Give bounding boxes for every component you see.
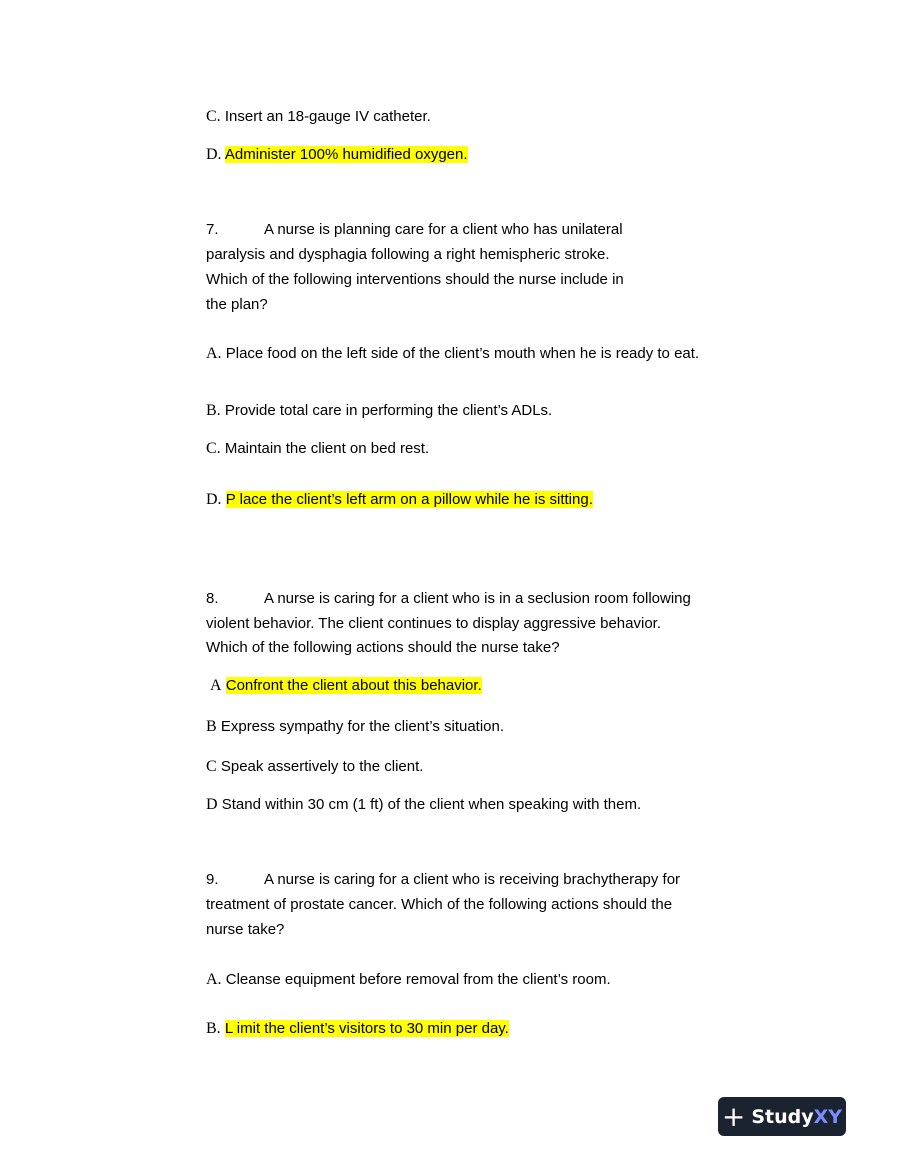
q9-option-a (206, 970, 611, 990)
q8-stem-line-2: violent behavior. The client continues to display aggressive behavior. (206, 615, 662, 632)
q7-option-c (206, 439, 429, 459)
option-letter: A. (206, 971, 222, 988)
q9-stem-line-1 (206, 870, 680, 890)
q7-stem-line-1 (206, 220, 623, 240)
q8-stem-line-1 (206, 589, 691, 609)
highlighted-answer: Administer 100% humidified oxygen. (224, 146, 468, 163)
q6-option-c (206, 107, 431, 127)
q8-stem-line-3: Which of the following actions should the nurse take? (206, 639, 560, 656)
highlighted-answer: L imit the client’s visitors to 30 min per day. (224, 1020, 509, 1037)
option-letter: C. (206, 440, 221, 457)
q7-stem-line-2: paralysis and dysphagia following a right hemispheric stroke. (206, 246, 610, 263)
question-number: 9. (206, 871, 219, 888)
q7-option-a (206, 344, 699, 364)
q9-stem-line-2: treatment of prostate cancer. Which of the following actions should the (206, 896, 673, 913)
q8-option-c (206, 757, 423, 777)
studyxy-logo (718, 1097, 846, 1136)
option-letter: A. (206, 345, 222, 362)
option-letter: D. (206, 491, 222, 508)
option-letter: C (206, 758, 217, 775)
q9-option-b (206, 1019, 509, 1039)
option-letter: A (210, 677, 222, 694)
option-letter: D (206, 796, 218, 813)
plus-icon: + (721, 1099, 746, 1133)
q7-stem-line-4: the plan? (206, 296, 268, 313)
option-letter: B. (206, 402, 221, 419)
highlighted-answer: Confront the client about this behavior. (225, 677, 482, 694)
highlighted-answer: P lace the client’s left arm on a pillow while he is sitting. (225, 491, 593, 508)
stem-text: A nurse is caring for a client who is receiving brachytherapy for (264, 871, 681, 888)
question-number: 7. (206, 221, 219, 238)
option-text: Speak assertively to the client. (220, 758, 424, 775)
option-text: Insert an 18-gauge IV catheter. (224, 108, 431, 125)
option-letter: D. (206, 146, 222, 163)
option-text: Place food on the left side of the client’s mouth when he is ready to eat. (225, 345, 700, 362)
option-text: Express sympathy for the client’s situation. (220, 718, 505, 735)
q8-option-d (206, 795, 641, 815)
q9-stem-line-3: nurse take? (206, 921, 285, 938)
option-text: Stand within 30 cm (1 ft) of the client when speaking with them. (221, 796, 642, 813)
stem-text: A nurse is caring for a client who is in a seclusion room following (264, 590, 691, 607)
option-text: Cleanse equipment before removal from the client’s room. (225, 971, 611, 988)
q8-option-b (206, 717, 504, 737)
option-text: Maintain the client on bed rest. (224, 440, 430, 457)
option-text: Provide total care in performing the client’s ADLs. (224, 402, 553, 419)
option-letter: B. (206, 1020, 221, 1037)
q7-option-d (206, 490, 593, 510)
q7-stem-line-3: Which of the following interventions should the nurse include in (206, 271, 624, 288)
logo-brand-accent: XY (813, 1105, 843, 1128)
q8-option-a (210, 676, 482, 696)
option-letter: C. (206, 108, 221, 125)
option-letter: B (206, 718, 217, 735)
logo-brand-main: Study (751, 1105, 814, 1128)
q6-option-d (206, 145, 468, 165)
question-number: 8. (206, 590, 219, 607)
stem-text: A nurse is planning care for a client who has unilateral (264, 221, 623, 238)
q7-option-b (206, 401, 552, 421)
